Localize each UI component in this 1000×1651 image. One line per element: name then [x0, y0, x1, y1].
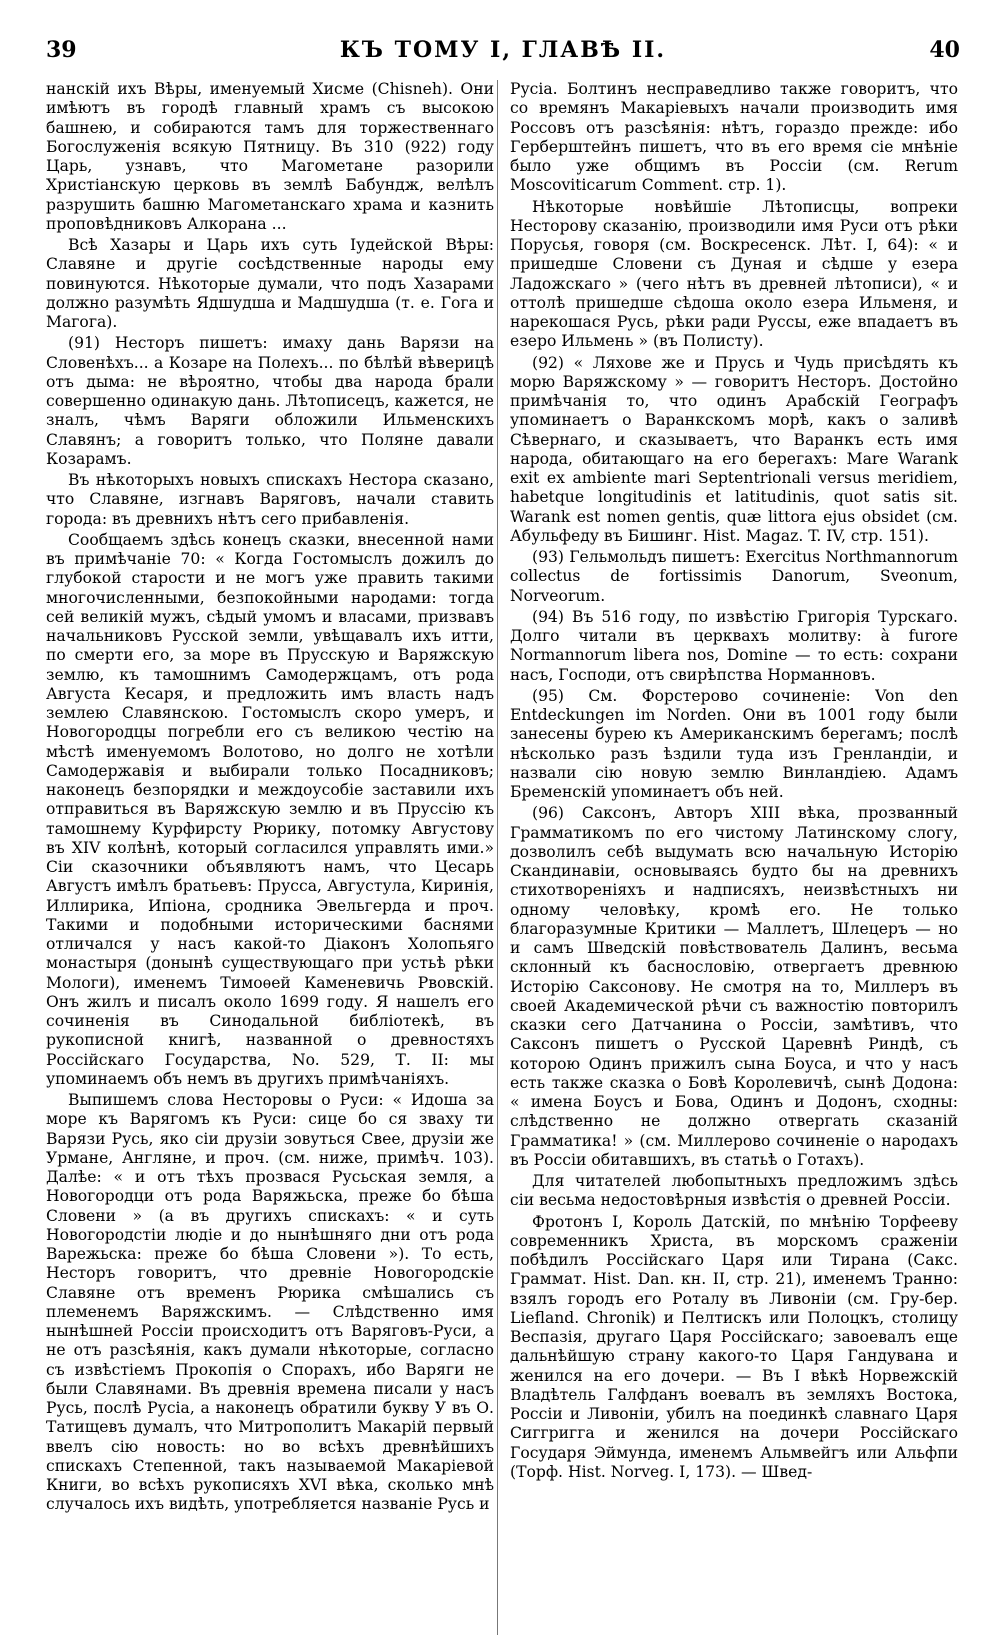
paragraph: Выпишемъ слова Несторовы о Руси: « Идоша за море къ Варягомъ къ Руси: сице бо ся зваху ти Варязи Русь, яко сіи друзіи зовуться Свее, друзіи же Урмане, Англяне, и проч. (см. ниже, примѣч. 103). Далѣе: « и отъ тѣхъ прозвася Русьская земля, а Новогородци отъ рода Варяжьска, преже бо бѣша Словени » (а въ другихъ спискахъ: « и суть Новогородстіи людіе и до нынѣшняго дни отъ рода Варежьска: преже бо бѣша Словени »). То есть, Несторъ говоритъ, что древніе Новогородскіе Славяне отъ временъ Рюрика смѣшались съ племенемъ Варяжскимъ. — Слѣдственно имя нынѣшней Россіи происходитъ отъ Варяговъ-Руси, а не отъ разсѣянія, какъ думали нѣкоторые, согласно съ извѣстіемъ Прокопія о Спорахъ, ибо Варяги не были Славянами. Въ древнія времена писали у насъ Русь, послѣ Русіа, а наконецъ обратили букву У въ О. Татищевъ думалъ, что Митрополитъ Макарій первый ввелъ сію новость: но во всѣхъ древнѣйшихъ спискахъ Степенной, такъ называемой Макаріевой Книги, во всѣхъ рукописяхъ XVI вѣка, сколько мнѣ случалось ихъ видѣть, употребляется названіе Русь и	[46, 1091, 494, 1514]
paragraph: Въ нѣкоторыхъ новыхъ спискахъ Нестора сказано, что Славяне, изгнавъ Варяговъ, начали ставить города: въ древнихъ нѣтъ сего прибавленія.	[46, 471, 494, 528]
column-divider	[497, 80, 498, 1635]
paragraph: нанскій ихъ Вѣры, именуемый Хисме (Chisneh). Они имѣютъ въ городѣ главный храмъ съ высокою башнею, и собираются тамъ для торжественнаго Богослуженія всякую Пятницу. Въ 310 (922) году Царь, узнавъ, что Магометане разорили Христіанскую церковь въ землѣ Бабундж, велѣлъ разрушить башню Магометанскаго храма и казнить проповѣдниковъ Алкорана ...	[46, 80, 494, 233]
note-95: (95) См. Форстерово сочиненіе: Von den Entdeckungen im Norden. Они въ 1001 году были занесены бурею къ Американскимъ берегамъ; послѣ нѣсколько разъ ѣздили туда изъ Гренландіи, и назвали сію новую землю Винландіею. Адамъ Бременскій упоминаетъ объ ней.	[510, 686, 958, 801]
note-96: (96) Саксонъ, Авторъ XIII вѣка, прозванный Грамматикомъ по его чистому Латинскому слогу, дозволилъ себѣ выдумать всю начальную Исторію Скандинавіи, основываясь будто бы на древнихъ стихотвореніяхъ и надписяхъ, неизвѣстныхъ ни одному человѣку, кромѣ его. Не только благоразумные Критики — Маллетъ, Шлецеръ — но и самъ Шведскій повѣствователь Далинъ, весьма склонный къ баснословію, отвергаетъ древнюю Исторію Саксонову. Не смотря на то, Миллеръ въ своей Академической рѣчи съ важностію повторилъ сказки сего Датчанина о Россіи, замѣтивъ, что Саксонъ пишетъ о Русской Царевнѣ Риндѣ, съ которою Одинъ прижилъ сына Боуса, и что у насъ есть также сказка о Бовѣ Королевичѣ, сынѣ Додона: « имена Боусъ и Бова, Одинъ и Додонъ, сходны: слѣдственно не должно отвергать сказаній Грамматика! » (см. Миллерово сочиненіе о народахъ въ Россіи обитавшихъ, въ статьѣ о Готахъ).	[510, 804, 958, 1169]
note-94: (94) Въ 516 году, по извѣстію Григорія Турскаго. Долго читали въ церквахъ молитву: à furore Normannorum libera nos, Domine — то есть: сохрани насъ, Господи, отъ свирѣпства Норманновъ.	[510, 607, 958, 684]
paragraph: Всѣ Хазары и Царь ихъ суть Іудейской Вѣры: Славяне и другіе сосѣдственные народы ему повинуются. Нѣкоторые думали, что подъ Хазарами должно разумѣть Ядшудша и Мадшудша (т. е. Гога и Магога).	[46, 236, 494, 331]
right-column	[510, 80, 958, 1635]
note-92: (92) « Ляхове же и Прусь и Чудь присѣдять къ морю Варяжскому » — говоритъ Несторъ. Достойно примѣчанія то, что одинъ Арабскій Географъ упоминаетъ о Варанкскомъ морѣ, какъ о заливѣ Сѣвернаго, и сказываетъ, что Варанкъ есть имя народа, обитающаго на его берегахъ: Mare Warank exit ex ambiente mari Septentrionali versus meridiem, habetque longitudinis et latitudinis, quot satis sit. Warank est nomen gentis, quæ littora ejus obsidet (см. Абульфеду въ Бишинг. Hist. Magaz. T. IV, стр. 151).	[510, 353, 958, 545]
paragraph: Русіа. Болтинъ несправедливо также говоритъ, что со времянъ Макаріевыхъ начали производить имя Россовъ отъ разсѣянія: нѣтъ, гораздо прежде: ибо Герберштейнъ пишетъ, что въ его время сіе мнѣніе было уже общимъ въ Россіи (см. Rerum Moscoviticarum Comment. стр. 1).	[510, 80, 958, 195]
note-91: (91) Несторъ пишетъ: имаху дань Варязи на Словенѣхъ... а Козаре на Полехъ... по бѣлѣй вѣверицѣ отъ дыма: не вѣроятно, чтобы два народа брали совершенно одинакую дань. Лѣтописецъ, кажется, не зналъ, чѣмъ Варяги обложили Ильменскихъ Славянъ; а говоритъ только, что Поляне давали Козарамъ.	[46, 334, 494, 468]
left-page-number: 39	[46, 37, 77, 63]
paragraph: Нѣкоторые новѣйшіе Лѣтописцы, вопреки Несторову сказанію, производили имя Руси отъ рѣки Порусья, говоря (см. Воскресенск. Лѣт. I, 64): « и пришедше Словени съ Дуная и сѣдше у езера Ладожскаго » (чего нѣтъ въ древней лѣтописи), « и оттолѣ пришедше сѣдоша около езера Ильменя, и нарекошася Русь, рѣки ради Руссы, еже впадаетъ въ езеро Ильмень » (въ Полисту).	[510, 197, 958, 351]
note-93: (93) Гельмольдъ пишетъ: Exercitus Northmannorum collectus de fortissimis Danorum, Sveonum, Norveorum.	[510, 548, 958, 605]
page-header	[46, 30, 960, 70]
right-page-number: 40	[929, 37, 960, 63]
paragraph: Фротонъ I, Король Датскій, по мнѣнію Торфееву современникъ Христа, въ морскомъ сраженіи побѣдилъ Россійскаго Царя или Тирана (Сакс. Граммат. Hist. Dan. кн. II, стр. 21), именемъ Транно: взялъ городъ его Роталу въ Ливоніи (см. Гру-бер. Liefland. Chronik) и Пелтискъ или Полоцкъ, столицу Веспазія, другаго Царя Россійскаго; завоевалъ еще дальнѣйшую страну какого-то Царя Гандувана и женился на его дочери. — Въ I вѣкѣ Норвежскій Владѣтель Галфданъ воевалъ въ земляхъ Востока, Россіи и Ливоніи, убилъ на поединкѣ славнаго Царя Сиггригга и женился на дочери Россійскаго Государя Эймунда, именемъ Альмвейгъ или Альфпи (Торф. Hist. Norveg. I, 173). — Швед-	[510, 1212, 958, 1481]
paragraph: Для читателей любопытныхъ предложимъ здѣсь сіи весьма недостовѣрныя извѣстія о древней Россіи.	[510, 1172, 958, 1210]
paragraph: Сообщаемъ здѣсь конецъ сказки, внесенной нами въ примѣчаніе 70: « Когда Гостомыслъ дожилъ до глубокой старости и не могъ уже править такими многочисленными, безпокойными народами: тогда сей великій мужъ, сѣдый умомъ и власами, призвавъ начальниковъ Русской земли, увѣщавалъ ихъ итти, по смерти его, за море въ Прусскую и Варяжскую землю, къ тамошнимъ Самодержцамъ, отъ рода Августа Кесаря, и предложить имъ власть надъ землею Славянскою. Гостомыслъ скоро умеръ, и Новогородцы погребли его съ великою честію на мѣстѣ именуемомъ Волотово, но долго не хотѣли Самодержавія и выбирали только Посадниковъ; наконецъ безпорядки и междоусобіе заставили ихъ отправиться въ Варяжскую землю и въ Пруссію къ тамошнему Курфирсту Рюрику, потомку Августову въ XIV колѣнѣ, который согласился управлять ими.» Сіи сказочники объявляютъ намъ, что Цесарь Августъ имѣлъ братьевъ: Прусса, Августула, Киринія, Иллирика, Ипіона, сродника Эвельгерда и проч. Такими и подобными историческими баснями отличался у насъ какой-то Діаконъ Холопьяго монастыря (донынѣ существующаго при устьѣ рѣки Мологи), именемъ Тимоѳей Каменевичь Рвовскій. Онъ жилъ и писалъ около 1699 году. Я нашелъ его сочиненія въ Синодальной библіотекѣ, въ рукописной книгѣ, названной о древностяхъ Россійскаго Государства, No. 529, Т. II: мы упоминаемъ объ немъ въ другихъ примѣчаніяхъ.	[46, 530, 494, 1088]
left-column	[46, 80, 494, 1635]
running-title: КЪ ТОМУ I, ГЛАВѢ II.	[339, 37, 667, 63]
